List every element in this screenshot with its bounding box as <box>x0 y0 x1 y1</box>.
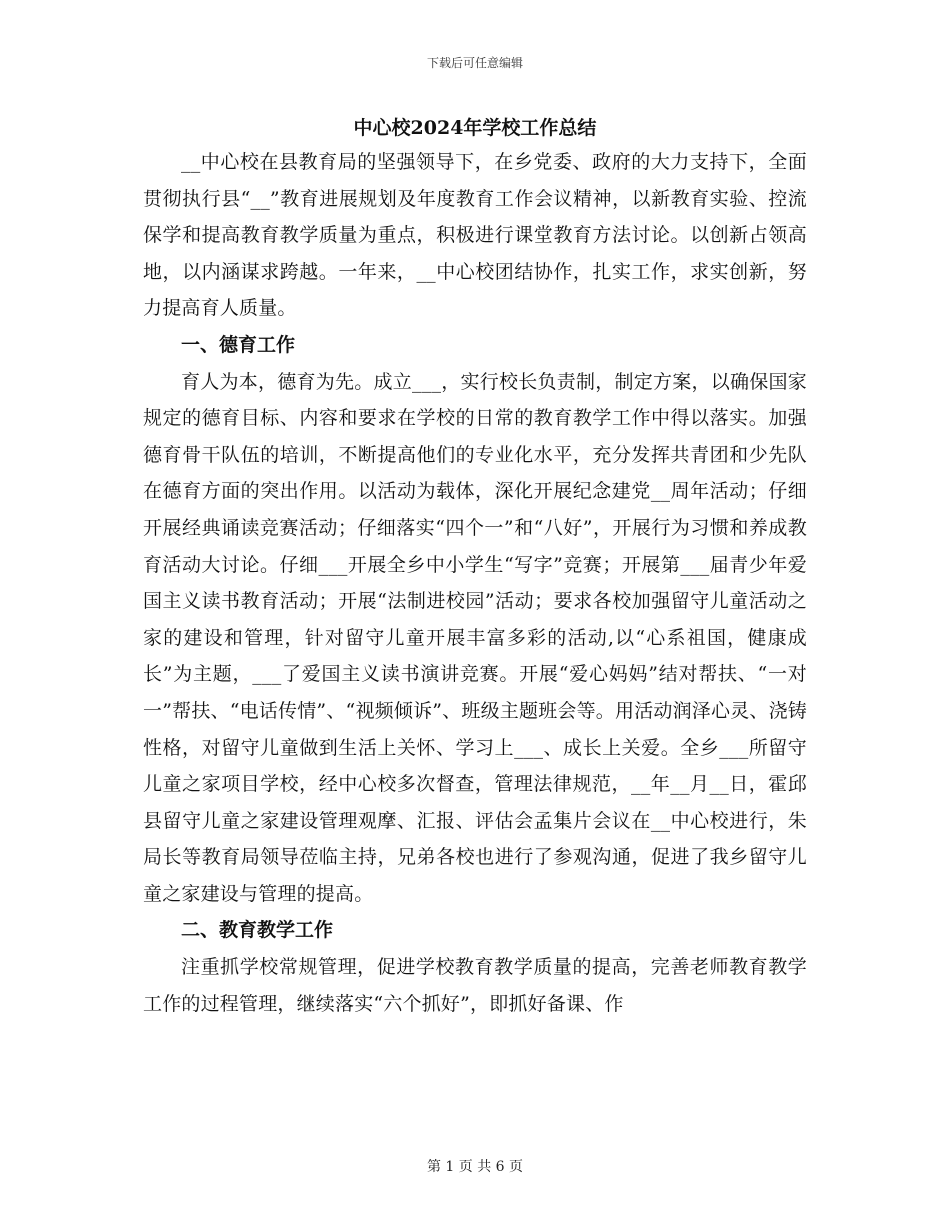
moral-education-paragraph: 育人为本，德育为先。成立___，实行校长负责制，制定方案，以确保国家规定的德育目标、内容和要求在学校的日常的教育教学工作中得以落实。加强德育骨干队伍的培训，不断提高他们的专业化水平，充分发挥共青团和少先队在德育方面的突出作用。以活动为载体，深化开展纪念建党__周年活动；仔细开展经典诵读竞赛活动；仔细落实“四个一”和“八好”，开展行为习惯和养成教育活动大讨论。仔细___开展全乡中小学生“写字”竞赛；开展第___届青少年爱国主义读书教育活动；开展“法制进校园”活动；要求各校加强留守儿童活动之家的建设和管理，针对留守儿童开展丰富多彩的活动,以“心系祖国，健康成长”为主题，___了爱国主义读书演讲竞赛。开展“爱心妈妈”结对帮扶、“一对一”帮扶、“电话传情”、“视频倾诉”、班级主题班会等。用活动润泽心灵、浇铸性格，对留守儿童做到生活上关怀、学习上___、成长上关爱。全乡___所留守儿童之家项目学校，经中心校多次督查，管理法律规范，__年__月__日，霍邱县留守儿童之家建设管理观摩、汇报、评估会孟集片会议在__中心校进行，朱局长等教育局领导莅临主持，兄弟各校也进行了参观沟通，促进了我乡留守儿童之家建设与管理的提高。 <box>143 370 807 905</box>
page-number: 第 1 页 共 6 页 <box>426 1159 524 1175</box>
intro-paragraph: __中心校在县教育局的坚强领导下，在乡党委、政府的大力支持下，全面贯彻执行县“__”教育进展规划及年度教育工作会议精神，以新教育实验、控流保学和提高教育教学质量为重点，积极进行课堂教育方法讨论。以创新占领高地，以内涵谋求跨越。一年来，__中心校团结协作，扎实工作，求实创新，努力提高育人质量。 <box>143 151 807 320</box>
section-heading-moral-education: 一、德育工作 <box>181 333 296 356</box>
header-note: 下载后可任意编辑 <box>426 56 523 70</box>
document-body <box>143 112 807 1022</box>
teaching-work-paragraph: 注重抓学校常规管理，促进学校教育教学质量的提高，完善老师教育教学工作的过程管理，继续落实“六个抓好”，即抓好备课、作 <box>143 956 807 1015</box>
section-heading-teaching-work: 二、教育教学工作 <box>181 919 334 942</box>
document-title: 中心校2024年学校工作总结 <box>353 117 597 139</box>
